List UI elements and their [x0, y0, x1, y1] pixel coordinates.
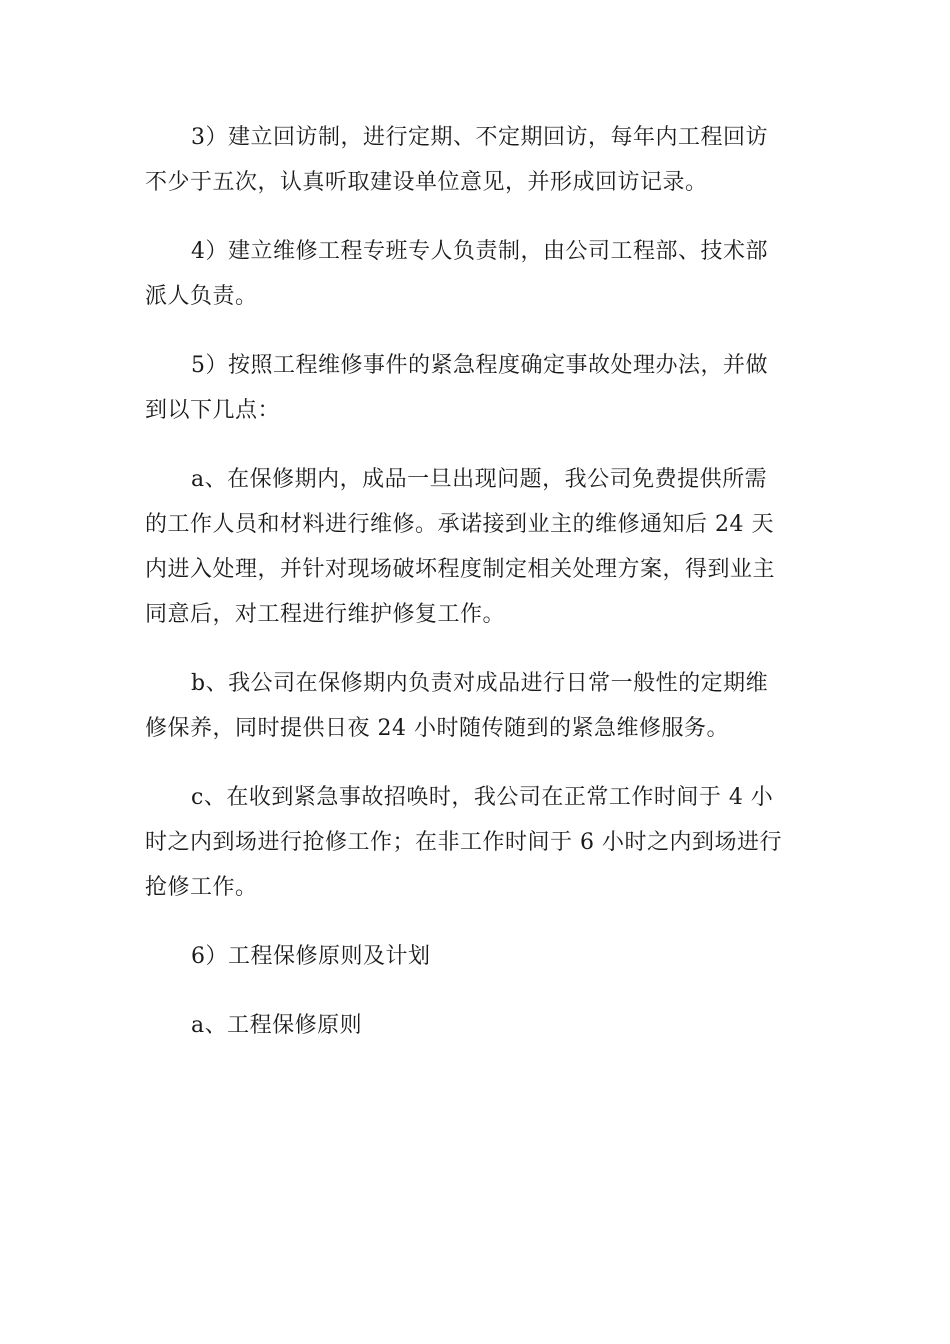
- text-line: a、在保修期内，成品一旦出现问题，我公司免费提供所需: [191, 467, 768, 492]
- text-line: 5）按照工程维修事件的紧急程度确定事故处理办法，并做: [191, 353, 768, 378]
- text-line: 到以下几点：: [145, 398, 281, 423]
- section-heading-warranty-plan: [145, 934, 807, 979]
- text-line: 不少于五次，认真听取建设单位意见，并形成回访记录。: [145, 170, 708, 195]
- text-line: 3）建立回访制，进行定期、不定期回访，每年内工程回访: [191, 125, 768, 150]
- text-line: 时之内到场进行抢修工作；在非工作时间于 6 小时之内到场进行: [145, 830, 782, 855]
- text-line: 6）工程保修原则及计划: [191, 944, 431, 969]
- text-line: a、工程保修原则: [191, 1013, 363, 1038]
- paragraph-item-a: [145, 457, 807, 637]
- paragraph-maintenance-team: [145, 229, 807, 319]
- document-page: [145, 115, 807, 1072]
- text-line: 修保养，同时提供日夜 24 小时随传随到的紧急维修服务。: [145, 716, 729, 741]
- subheading-warranty-principle: [145, 1003, 807, 1048]
- paragraph-item-c: [145, 775, 807, 910]
- text-line: 的工作人员和材料进行维修。承诺接到业主的维修通知后 24 天: [145, 512, 774, 537]
- text-line: c、在收到紧急事故招唤时，我公司在正常工作时间于 4 小: [191, 785, 774, 810]
- paragraph-emergency-handling: [145, 343, 807, 433]
- paragraph-return-visit: [145, 115, 807, 205]
- text-line: b、我公司在保修期内负责对成品进行日常一般性的定期维: [191, 671, 769, 696]
- text-line: 内进入处理，并针对现场破坏程度制定相关处理方案，得到业主: [145, 557, 776, 582]
- text-line: 抢修工作。: [145, 875, 258, 900]
- text-line: 同意后，对工程进行维护修复工作。: [145, 602, 506, 627]
- text-line: 派人负责。: [145, 284, 258, 309]
- text-line: 4）建立维修工程专班专人负责制，由公司工程部、技术部: [191, 239, 768, 264]
- paragraph-item-b: [145, 661, 807, 751]
